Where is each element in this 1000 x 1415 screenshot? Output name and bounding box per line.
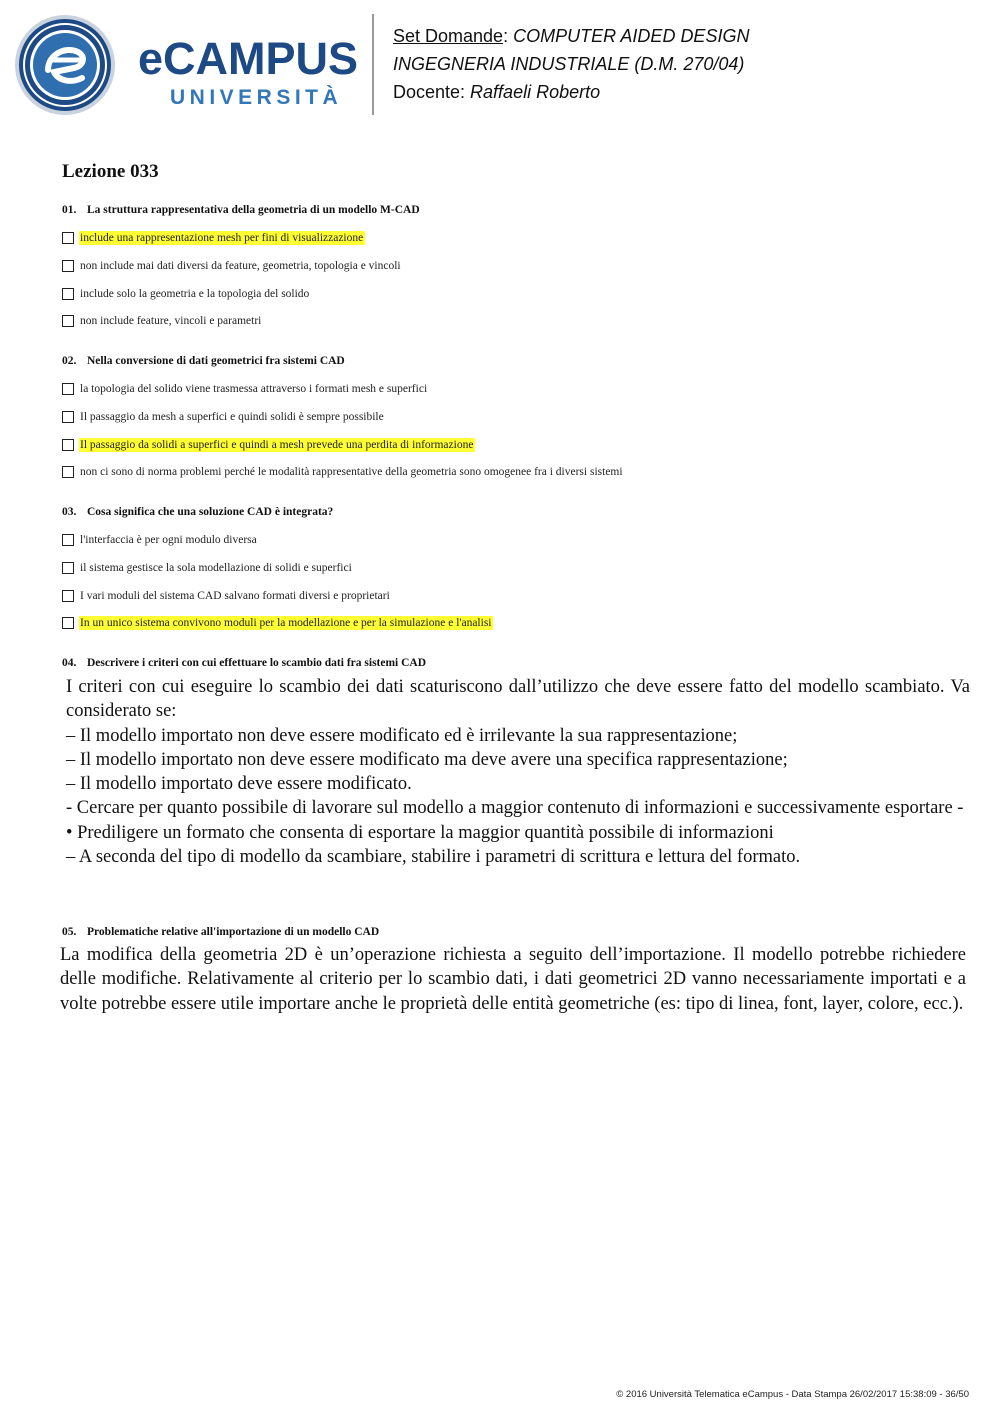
page-footer: © 2016 Università Telematica eCampus - Data Stampa 26/02/2017 15:38:09 - 36/50 xyxy=(616,1389,969,1400)
option-text: Il passaggio da mesh a superfici e quindi solidi è sempre possibile xyxy=(80,411,384,423)
option-text: I vari moduli del sistema CAD salvano formati diversi e proprietari xyxy=(80,590,390,602)
option-text: Il passaggio da solidi a superfici e quindi a mesh prevede una perdita di informazione xyxy=(80,439,474,451)
question-text: Cosa significa che una soluzione CAD è integrata? xyxy=(87,506,334,518)
question-text: Problematiche relative all'importazione di un modello CAD xyxy=(87,926,380,938)
option-item[interactable] xyxy=(62,286,311,302)
set-label: Set Domande xyxy=(393,26,504,46)
option-item[interactable] xyxy=(62,560,354,576)
answer-line: – Il modello importato non deve essere modificato ma deve avere una specifica rappresentazione; xyxy=(66,749,788,770)
option-item[interactable] xyxy=(62,588,392,604)
brand-subtitle: UNIVERSITÀ xyxy=(170,86,343,109)
set-line: Set Domande: COMPUTER AIDED DESIGN xyxy=(393,26,750,46)
answer-text xyxy=(66,675,970,869)
question-number: 05. xyxy=(62,926,77,938)
answer-line: I criteri con cui eseguire lo scambio dei dati scaturiscono dall’utilizzo che deve essere fatto del modello scambiato. Va considerato se: xyxy=(66,677,970,722)
question-text: Nella conversione di dati geometrici fra sistemi CAD xyxy=(87,355,345,367)
question-text: Descrivere i criteri con cui effettuare lo scambio dati fra sistemi CAD xyxy=(87,657,427,669)
checkbox-icon[interactable] xyxy=(62,232,74,244)
option-item[interactable] xyxy=(62,230,365,246)
answer-line: - Cercare per quanto possibile di lavorare sul modello a maggior contenuto di informazioni e successivamente esportare - xyxy=(66,798,964,819)
teacher-line xyxy=(393,78,749,106)
question-title xyxy=(62,926,379,938)
degree-line xyxy=(393,50,749,78)
option-text: il sistema gestisce la sola modellazione di solidi e superfici xyxy=(80,562,352,574)
ecampus-logo xyxy=(14,14,359,118)
question-number: 02. xyxy=(62,355,77,367)
question-title xyxy=(62,204,420,216)
option-text: non ci sono di norma problemi perché le modalità rappresentative della geometria sono omogenee fra i diversi sistemi xyxy=(80,466,623,478)
option-item[interactable] xyxy=(62,409,386,425)
checkbox-icon[interactable] xyxy=(62,383,74,395)
degree-value: INGEGNERIA INDUSTRIALE (D.M. 270/04) xyxy=(393,54,745,74)
answer-line: – A seconda del tipo di modello da scambiare, stabilire i parametri di scrittura e lettura del formato. xyxy=(66,847,801,868)
teacher-label: Docente: xyxy=(393,82,471,102)
option-text: non include feature, vincoli e parametri xyxy=(80,315,262,327)
option-text: include solo la geometria e la topologia del solido xyxy=(80,288,310,300)
option-text: non include mai dati diversi da feature, geometria, topologia e vincoli xyxy=(80,260,401,272)
option-item[interactable] xyxy=(62,381,429,397)
checkbox-icon[interactable] xyxy=(62,411,74,423)
brand-name: eCAMPUS xyxy=(138,33,359,84)
option-text: include una rappresentazione mesh per fini di visualizzazione xyxy=(80,232,364,244)
option-text: l'interfaccia è per ogni modulo diversa xyxy=(80,534,257,546)
checkbox-icon[interactable] xyxy=(62,562,74,574)
checkbox-icon[interactable] xyxy=(62,590,74,602)
set-value: COMPUTER AIDED DESIGN xyxy=(513,26,750,46)
checkbox-icon[interactable] xyxy=(62,288,74,300)
question-number: 01. xyxy=(62,204,77,216)
question-number: 04. xyxy=(62,657,77,669)
answer-line: La modifica della geometria 2D è un’operazione richiesta a seguito dell’importazione. Il modello potrebbe richiedere delle modifiche. Relativamente al criterio per lo scambio dati, i dati geometrici 2D vanno necessariamente importati e a volte potrebbe essere utile importare anche le proprietà delle entità geometriche (es: tipo di linea, font, layer, colore, ecc.). xyxy=(60,945,966,1014)
option-item[interactable] xyxy=(62,313,263,329)
answer-line: • Prediligere un formato che consenta di esportare la maggior quantità possibile di informazioni xyxy=(66,822,774,843)
header-divider xyxy=(372,14,374,115)
question-title xyxy=(62,657,426,669)
option-text: In un unico sistema convivono moduli per la modellazione e per la simulazione e l'analisi xyxy=(80,617,492,629)
lesson-title: Lezione 033 xyxy=(62,161,159,182)
checkbox-icon[interactable] xyxy=(62,466,74,478)
teacher-name: Raffaeli Roberto xyxy=(470,82,601,102)
checkbox-icon[interactable] xyxy=(62,315,74,327)
option-item[interactable] xyxy=(62,258,403,274)
answer-line: – Il modello importato deve essere modificato. xyxy=(66,774,412,795)
checkbox-icon[interactable] xyxy=(62,260,74,272)
question-text: La struttura rappresentativa della geometria di un modello M-CAD xyxy=(87,204,420,216)
option-item[interactable] xyxy=(62,532,259,548)
checkbox-icon[interactable] xyxy=(62,617,74,629)
checkbox-icon[interactable] xyxy=(62,439,74,451)
course-info xyxy=(393,22,749,106)
question-title xyxy=(62,506,333,518)
question-number: 03. xyxy=(62,506,77,518)
option-item[interactable] xyxy=(62,437,475,453)
answer-line: – Il modello importato non deve essere modificato ed è irrilevante la sua rappresentazione; xyxy=(66,725,738,746)
university-seal-icon xyxy=(14,14,116,116)
checkbox-icon[interactable] xyxy=(62,534,74,546)
option-item[interactable] xyxy=(62,615,493,631)
option-text: la topologia del solido viene trasmessa attraverso i formati mesh e superfici xyxy=(80,383,428,395)
question-title xyxy=(62,355,345,367)
option-item[interactable] xyxy=(62,464,625,480)
answer-text xyxy=(60,943,966,1016)
